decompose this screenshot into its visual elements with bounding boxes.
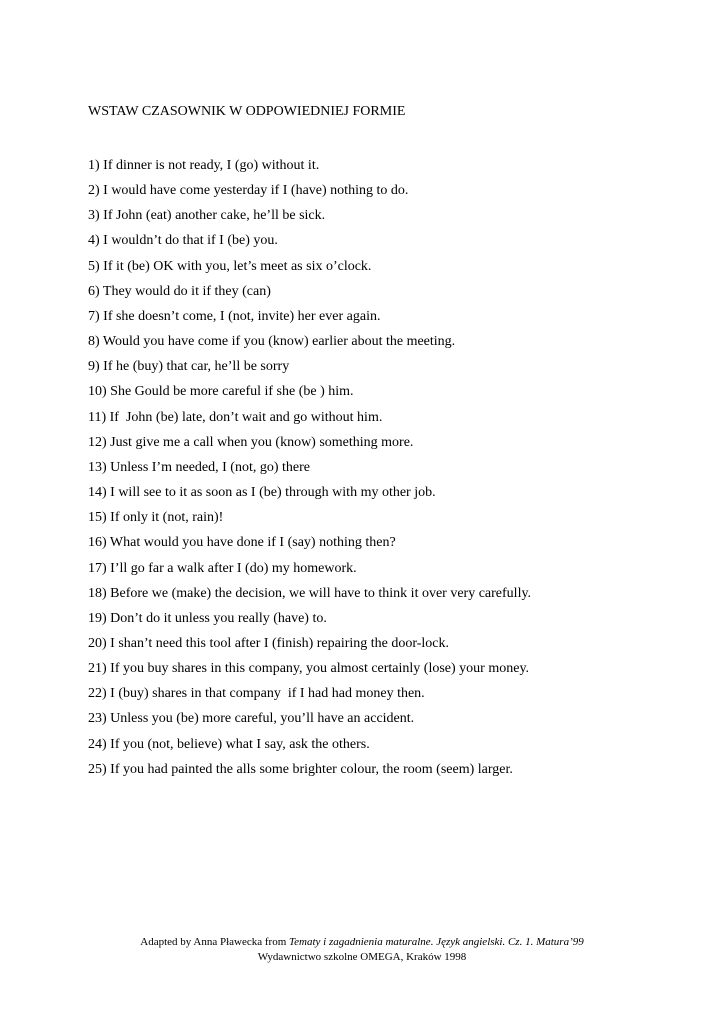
exercise-item: 1) If dinner is not ready, I (go) without it. xyxy=(88,158,320,173)
exercise-item: 6) They would do it if they (can) xyxy=(88,283,271,299)
footer-adapted-by: Adapted by Anna Pławecka from xyxy=(140,936,290,948)
exercise-item: 19) Don’t do it unless you really (have) to. xyxy=(88,610,327,626)
exercise-item: 22) I (buy) shares in that company if I had had money then. xyxy=(88,686,425,702)
footer-line-1 xyxy=(0,935,724,950)
exercise-item: 10) She Gould be more careful if she (be ) him. xyxy=(88,384,354,400)
exercise-item: 16) What would you have done if I (say) nothing then? xyxy=(88,535,396,551)
exercise-item: 3) If John (eat) another cake, he’ll be sick. xyxy=(88,208,326,224)
page-title: WSTAW CZASOWNIK W ODPOWIEDNIEJ FORMIE xyxy=(88,104,406,119)
exercise-item: 12) Just give me a call when you (know) something more. xyxy=(88,434,414,450)
exercise-item: 15) If only it (not, rain)! xyxy=(88,510,224,526)
exercise-item: 14) I will see to it as soon as I (be) through with my other job. xyxy=(88,485,436,501)
exercise-item: 11) If John (be) late, don’t wait and go without him. xyxy=(88,409,383,425)
exercise-item: 24) If you (not, believe) what I say, ask the others. xyxy=(88,736,370,752)
exercise-item: 17) I’ll go far a walk after I (do) my homework. xyxy=(88,560,357,576)
exercise-item: 21) If you buy shares in this company, you almost certainly (lose) your money. xyxy=(88,661,530,677)
footer-credit xyxy=(0,935,724,965)
exercise-item: 8) Would you have come if you (know) earlier about the meeting. xyxy=(88,334,456,350)
exercise-item: 5) If it (be) OK with you, let’s meet as six o’clock. xyxy=(88,258,372,274)
exercise-list xyxy=(88,153,531,782)
footer-line-2: Wydawnictwo szkolne OMEGA, Kraków 1998 xyxy=(257,951,467,963)
exercise-item: 13) Unless I’m needed, I (not, go) there xyxy=(88,459,310,475)
exercise-item: 18) Before we (make) the decision, we will have to think it over very carefully. xyxy=(88,585,532,601)
exercise-item: 20) I shan’t need this tool after I (finish) repairing the door-lock. xyxy=(88,635,450,651)
exercise-item: 9) If he (buy) that car, he’ll be sorry xyxy=(88,359,290,375)
exercise-item: 2) I would have come yesterday if I (have) nothing to do. xyxy=(88,183,409,199)
exercise-item: 23) Unless you (be) more careful, you’ll have an accident. xyxy=(88,711,415,727)
footer-source-title: Tematy i zagadnienia maturalne. Język angielski. Cz. 1. Matura’99 xyxy=(289,936,584,948)
exercise-item: 4) I wouldn’t do that if I (be) you. xyxy=(88,233,278,249)
exercise-item: 25) If you had painted the alls some brighter colour, the room (seem) larger. xyxy=(88,761,513,777)
exercise-item: 7) If she doesn’t come, I (not, invite) her ever again. xyxy=(88,308,381,324)
